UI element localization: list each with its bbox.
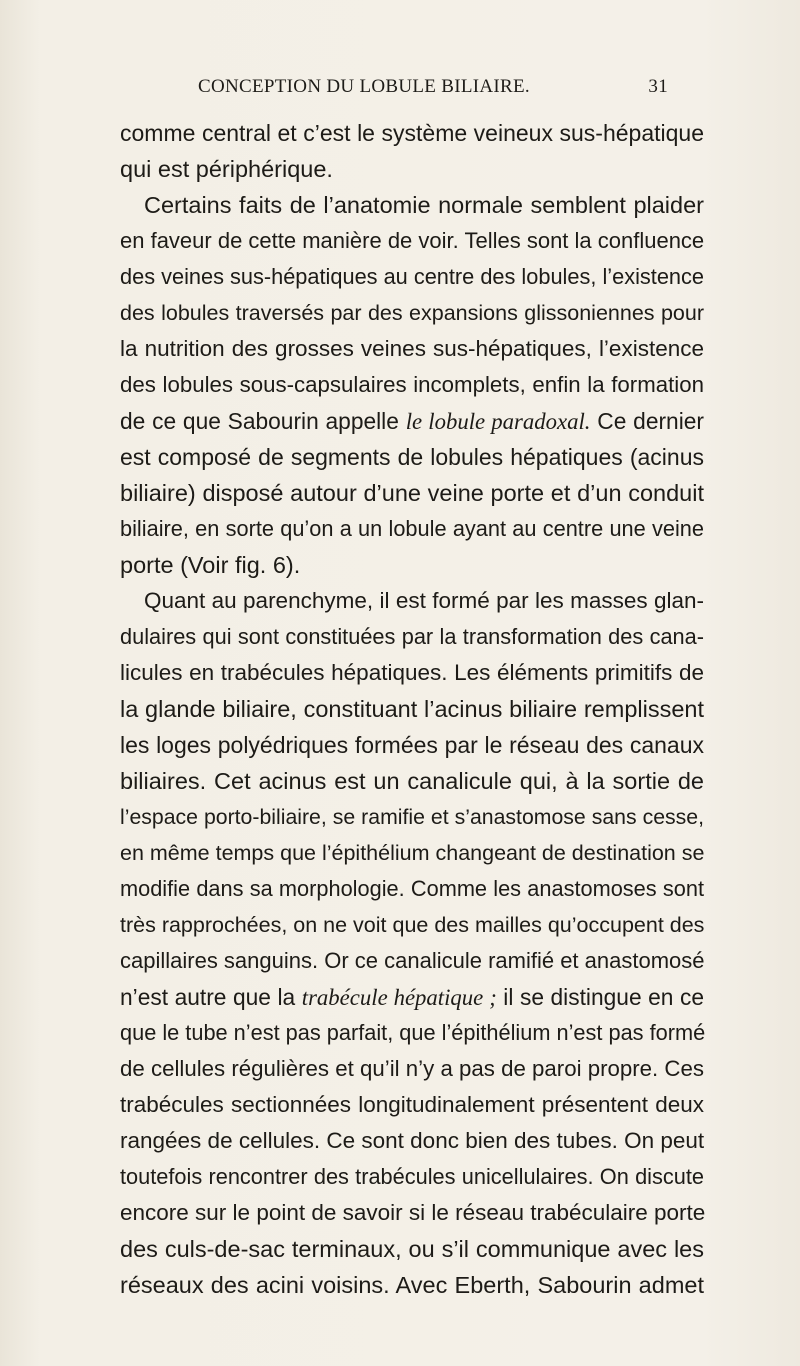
- text-line: réseaux des acini voisins. Avec Eberth, Sabourin admet: [120, 1272, 704, 1298]
- text-line: est composé de segments de lobules hépatiques (acinus: [120, 444, 704, 470]
- text-line: comme central et c’est le système veineux sus-hépatique: [120, 120, 704, 146]
- text-line: que le tube n’est pas parfait, que l’épithélium n’est pas formé: [120, 1020, 706, 1045]
- text-line: des veines sus-hépatiques au centre des lobules, l’existence: [120, 264, 704, 289]
- text-line: rangées de cellules. Ce sont donc bien des tubes. On peut: [120, 1128, 705, 1153]
- text-line: [120, 979, 704, 1015]
- text-line: les loges polyédriques formées par le réseau des canaux: [120, 732, 704, 758]
- text-line: des lobules traversés par des expansions glissoniennes pour: [120, 301, 704, 325]
- text-line: modifie dans sa morphologie. Comme les anastomoses sont: [120, 876, 704, 901]
- text-line-start: de ce que Sabourin appelle: [120, 408, 406, 434]
- text-line-end: Ce dernier: [590, 408, 704, 434]
- text-line: capillaires sanguins. Or ce canalicule ramifié et anastomosé: [120, 948, 705, 973]
- running-title: CONCEPTION DU LOBULE BILIAIRE.: [198, 76, 530, 97]
- text-line: en même temps que l’épithélium changeant de destination se: [120, 841, 705, 865]
- italic-term: trabécule hépatique ;: [301, 985, 497, 1010]
- italic-term: le lobule paradoxal.: [405, 409, 591, 434]
- text-line: Certains faits de l’anatomie normale semblent plaider: [144, 192, 704, 218]
- text-line: de cellules régulières et qu’il n’y a pas de paroi propre. Ces: [120, 1056, 704, 1081]
- text-line: Quant au parenchyme, il est formé par les masses glan-: [144, 588, 704, 613]
- text-line: licules en trabécules hépatiques. Les éléments primitifs de: [120, 660, 704, 685]
- text-line: qui est périphérique.: [120, 156, 333, 182]
- text-line: toutefois rencontrer des trabécules unicellulaires. On discute: [120, 1164, 704, 1189]
- text-line: [120, 403, 704, 439]
- text-line: porte (Voir fig. 6).: [120, 552, 301, 578]
- text-line: des culs-de-sac terminaux, ou s’il communique avec les: [120, 1236, 704, 1262]
- text-line: la nutrition des grosses veines sus-hépatiques, l’existence: [120, 336, 704, 361]
- text-line: biliaire, en sorte qu’on a un lobule ayant au centre une veine: [120, 516, 704, 541]
- text-line: l’espace porto-biliaire, se ramifie et s’anastomose sans cesse,: [120, 805, 704, 829]
- text-line: des lobules sous-capsulaires incomplets, enfin la formation: [120, 372, 704, 397]
- text-line: la glande biliaire, constituant l’acinus biliaire remplissent: [120, 696, 704, 722]
- text-line: encore sur le point de savoir si le réseau trabéculaire porte: [120, 1200, 706, 1225]
- text-line: très rapprochées, on ne voit que des mailles qu’occupent des: [120, 913, 705, 937]
- text-line-end: il se distingue en ce: [496, 984, 705, 1010]
- text-line: biliaire) disposé autour d’une veine porte et d’un conduit: [120, 480, 704, 506]
- text-line-start: n’est autre que la: [120, 984, 302, 1010]
- text-line: trabécules sectionnées longitudinalement présentent deux: [120, 1092, 704, 1117]
- text-line: en faveur de cette manière de voir. Telles sont la confluence: [120, 228, 705, 253]
- text-line: biliaires. Cet acinus est un canalicule qui, à la sortie de: [120, 768, 704, 794]
- text-line: dulaires qui sont constituées par la transformation des cana-: [120, 624, 704, 649]
- page-number: 31: [648, 76, 668, 97]
- page-header: [198, 76, 668, 106]
